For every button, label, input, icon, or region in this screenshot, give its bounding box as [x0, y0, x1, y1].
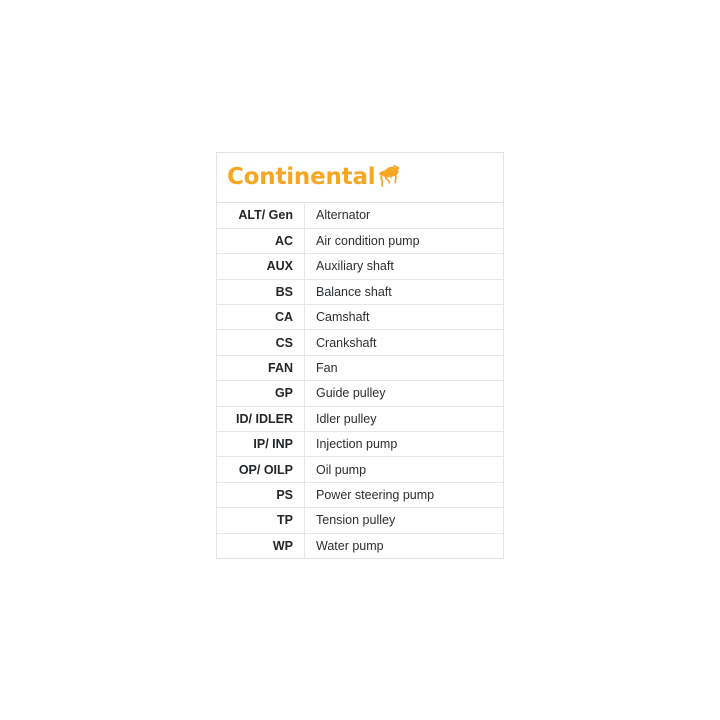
legend-abbr: ID/ IDLER	[217, 406, 305, 431]
legend-desc: Fan	[305, 355, 504, 380]
table-row	[217, 305, 503, 330]
legend-abbr: PS	[217, 482, 305, 507]
legend-desc: Air condition pump	[305, 228, 504, 253]
legend-abbr: WP	[217, 533, 305, 558]
legend-desc: Alternator	[305, 203, 504, 228]
brand-header	[217, 153, 503, 203]
continental-horse-icon	[377, 164, 403, 192]
legend-abbr: GP	[217, 381, 305, 406]
legend-desc: Idler pulley	[305, 406, 504, 431]
legend-desc: Power steering pump	[305, 482, 504, 507]
legend-table	[217, 203, 503, 558]
table-row	[217, 482, 503, 507]
legend-abbr: CA	[217, 305, 305, 330]
brand-wordmark: Continental	[227, 164, 376, 190]
legend-abbr: FAN	[217, 355, 305, 380]
table-row	[217, 406, 503, 431]
table-row	[217, 508, 503, 533]
legend-desc: Tension pulley	[305, 508, 504, 533]
table-row	[217, 203, 503, 228]
legend-abbr: OP/ OILP	[217, 457, 305, 482]
legend-card	[216, 152, 504, 559]
legend-abbr: BS	[217, 279, 305, 304]
table-row	[217, 457, 503, 482]
legend-desc: Oil pump	[305, 457, 504, 482]
legend-abbr: CS	[217, 330, 305, 355]
table-row	[217, 279, 503, 304]
legend-desc: Guide pulley	[305, 381, 504, 406]
legend-abbr: AC	[217, 228, 305, 253]
table-row	[217, 432, 503, 457]
table-row	[217, 381, 503, 406]
legend-abbr: AUX	[217, 254, 305, 279]
table-row	[217, 355, 503, 380]
table-row	[217, 330, 503, 355]
legend-desc: Balance shaft	[305, 279, 504, 304]
legend-desc: Injection pump	[305, 432, 504, 457]
table-row	[217, 254, 503, 279]
legend-desc: Camshaft	[305, 305, 504, 330]
legend-desc: Auxiliary shaft	[305, 254, 504, 279]
legend-abbr: IP/ INP	[217, 432, 305, 457]
table-row	[217, 228, 503, 253]
legend-abbr: ALT/ Gen	[217, 203, 305, 228]
legend-abbr: TP	[217, 508, 305, 533]
legend-desc: Water pump	[316, 539, 384, 554]
legend-desc: Crankshaft	[305, 330, 504, 355]
table-row	[217, 533, 503, 558]
